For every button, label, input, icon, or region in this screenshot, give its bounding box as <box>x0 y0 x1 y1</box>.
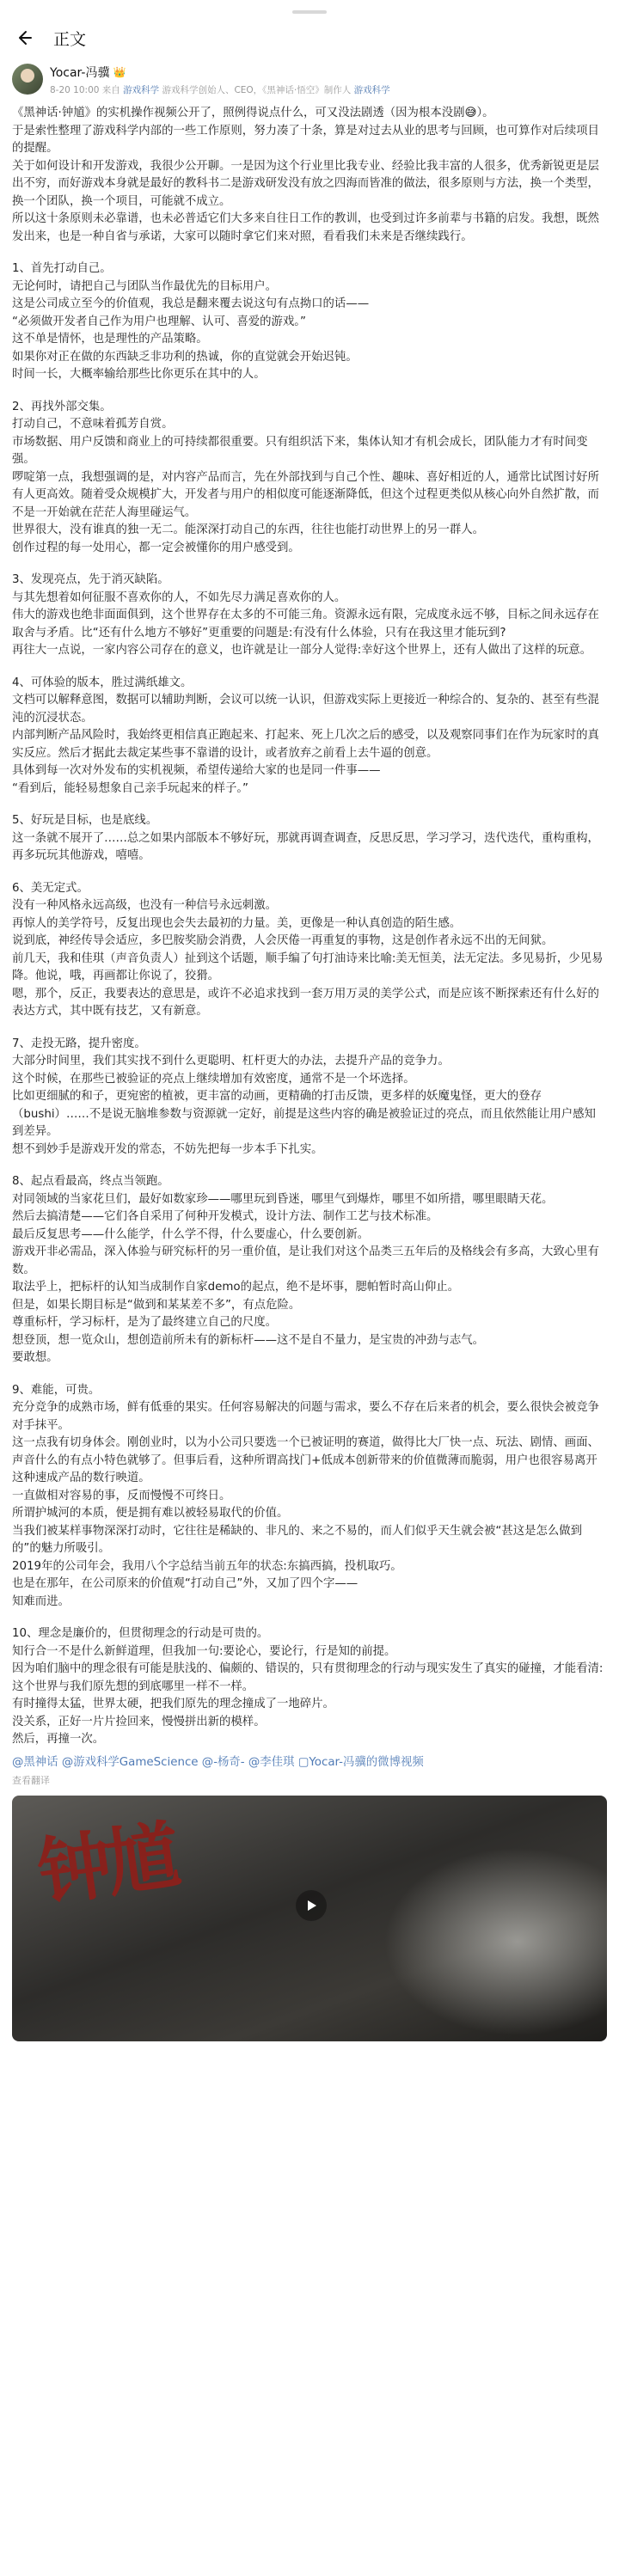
avatar[interactable] <box>12 64 43 95</box>
paragraph: 无论何时，请把自己与团队当作最优先的目标用户。 <box>12 279 277 293</box>
paragraph: 关于如何设计和开发游戏，我很少公开聊。一是因为这个行业里比我专业、经验比我丰富的人很多，优秀新锐更是层出不穷，而好游戏本身就是最好的教科书二是游戏研发没有放之四海而皆准的做法，很多原则与方法，换一个类型，换一个团队，换一个项目，可能就不成立。 <box>12 159 599 208</box>
page-title: 正文 <box>53 29 87 49</box>
crown-badge-icon: 👑 <box>113 66 126 78</box>
paragraph: 10、理念是廉价的，但贯彻理念的行动是可贵的。 <box>12 1627 269 1640</box>
paragraph: 知难而进。 <box>12 1594 70 1608</box>
paragraph: 说到底，神经传导会适应，多巴胺奖励会消费，人会厌倦一再重复的事物，这是创作者永远不出的无间狱。 <box>12 934 554 947</box>
paragraph: 最后反复思考——什么能学，什么学不得，什么要虚心，什么要创新。 <box>12 1227 370 1241</box>
paragraph: 大部分时间里，我们其实找不到什么更聪明、杠杆更大的办法，去提升产品的竞争力。 <box>12 1055 450 1068</box>
paragraph: 与其先想着如何征服不喜欢你的人，不如先尽力满足喜欢你的人。 <box>12 590 346 604</box>
paragraph: 9、难能，可贵。 <box>12 1383 101 1397</box>
paragraph: 时间一长，大概率输给那些比你更乐在其中的人。 <box>12 368 266 381</box>
author-header <box>0 57 619 105</box>
paragraph: “看到后，能轻易想象自己亲手玩起来的样子。” <box>12 781 248 795</box>
paragraph: 文档可以解释意图，数据可以辅助判断，会议可以统一认识，但游戏实际上更接近一种综合的、复杂的、甚至有些混沌的沉浸状态。 <box>12 694 599 725</box>
paragraph: 这一点我有切身体会。刚创业时，以为小公司只要选一个已被证明的赛道，做得比大厂快一点、玩法、剧情、画面、声音什么的有点小特色就够了。但事后看，这种所谓高找门+低成本创新带来的价值微薄而脆弱，用户也很容易离开这种速成产品的数行映道。 <box>12 1436 599 1484</box>
paragraph: 一直做相对容易的事，反而慢慢不可终日。 <box>12 1489 231 1502</box>
paragraph: 所谓护城河的本质，便是拥有难以被轻易取代的价值。 <box>12 1507 289 1520</box>
paragraph: 尊重标杆，学习标杆，是为了最终建立自己的尺度。 <box>12 1316 277 1329</box>
paragraph-gap <box>12 866 607 880</box>
paragraph: 再惊人的美学符号，反复出现也会失去最初的力量。美，更像是一种认真创造的陌生感。 <box>12 916 462 930</box>
paragraph-gap <box>12 384 607 399</box>
paragraph: 然后，再撞一次。 <box>12 1733 105 1746</box>
paragraph: 也是在那年，在公司原来的价值观“打动自己”外，又加了四个字—— <box>12 1577 359 1590</box>
video-title-art: 钟馗 <box>32 1811 181 1918</box>
paragraph: 《黑神话·钟馗》的实机操作视频公开了，照例得说点什么，可又没法剧透（因为根本没剧😅）。 <box>12 107 494 119</box>
paragraph: 这一条就不展开了……总之如果内部版本不够好玩，那就再调查调查，反思反思，学习学习，迭代迭代，重构重构，再多玩玩其他游戏，嘻嘻。 <box>12 831 599 862</box>
post-body <box>0 105 619 1749</box>
paragraph: 比如更细腻的和子，更宛密的植被，更丰富的动画，更精确的打击反馈，更多样的妖魔鬼怪，更大的登存（bushi）……不是说无脑堆参数与资源就一定好，前提是这些内容的确是被验证过的亮点，而且依然能让用户感知到差异。 <box>12 1090 596 1138</box>
mentions-text[interactable]: @黑神话 @游戏科学GameScience @-杨奇- @李佳琪 ▢Yocar-冯骥的微博视频 <box>12 1755 424 1769</box>
paragraph: 嗯，那个，反正，我要表达的意思是，或许不必追求找到一套万用万灵的美学公式，而是应该不断探索还有什么好的表达方式，其中既有技艺，又有新意。 <box>12 987 599 1018</box>
paragraph: 想登顶，想一览众山，想创造前所未有的新标杆——这不是自不量力，是宝贵的冲劲与志气。 <box>12 1333 485 1347</box>
author-name-row <box>50 64 390 81</box>
paragraph: 伟大的游戏也绝非面面俱到，这个世界存在太多的不可能三角。资源永远有限，完成度永远不够，目标之间永远存在取舍与矛盾。比“还有什么地方不够好”更重要的问题是:有没有什么体验，只有在我这里才能玩到? <box>12 609 599 639</box>
paragraph: 这个时候，在那些已被验证的亮点上继续增加有效密度，通常不是一个坏选择。 <box>12 1072 415 1086</box>
paragraph: 4、可体验的版本，胜过满纸雄文。 <box>12 676 193 689</box>
video-fog <box>383 1847 607 2036</box>
paragraph-gap <box>12 557 607 572</box>
paragraph: 游戏开非必需品，深入体验与研究标杆的另一重价值，是让我们对这个品类三五年后的及格线会有多高，大致心里有数。 <box>12 1245 599 1276</box>
paragraph: 啰啶第一点，我想强调的是，对内容产品而言，先在外部找到与自己个性、趣味、喜好相近的人，通常比试图讨好所有人更高效。随着受众规模扩大，开发者与用户的相似度可能逐渐降低，但这个过程更类似从核心向外自然扩散，而不是一开始就在茫茫人海里碰运气。 <box>12 470 599 519</box>
source-link[interactable]: 游戏科学 <box>123 85 160 95</box>
paragraph: 8、起点看最高，终点当领跑。 <box>12 1175 169 1188</box>
paragraph: 但是，如果长期目标是“做到和某某差不多”，有点危险。 <box>12 1298 301 1312</box>
paragraph: 市场数据、用户反馈和商业上的可持续都很重要。只有组织活下来，集体认知才有机会成长，团队能力才有时间变强。 <box>12 435 588 466</box>
paragraph: 5、好玩是目标，也是底线。 <box>12 814 158 827</box>
paragraph: 因为咱们脑中的理念很有可能是肤浅的、偏颇的、错误的，只有贯彻理念的行动与现实发生了真实的碰撞，才能看清:这个世界与我们原先想的到底哪里一样不一样。 <box>12 1662 604 1693</box>
paragraph: 内部判断产品风险时，我始终更相信真正跑起来、打起来、死上几次之后的感受，以及观察同事们在作为玩家时的真实反应。然后才据此去裁定某些事不靠谱的设计，或者放弃之前看上去牛逼的创意。 <box>12 729 599 760</box>
paragraph-gap <box>12 1611 607 1625</box>
paragraph: 充分竞争的成熟市场，鲜有低垂的果实。任何容易解决的问题与需求，要么不存在后来者的机会，要么很快会被竞争对手抹平。 <box>12 1401 599 1432</box>
paragraph: 没关系，正好一片片捡回来，慢慢拼出新的模样。 <box>12 1715 266 1729</box>
author-meta <box>50 83 390 96</box>
paragraph: 这是公司成立至今的价值观，我总是翻来覆去说这句有点拗口的话—— <box>12 297 370 310</box>
paragraph: 所以这十条原则未必靠谱，也未必普适它们大多来自往日工作的教训，也受到过许多前辈与书籍的启发。我想，既然发出来，也是一种自省与承诺，大家可以随时拿它们来对照，看看我们未来是否继续践行。 <box>12 212 599 243</box>
mention-tags[interactable] <box>0 1749 619 1771</box>
author-name[interactable]: Yocar-冯骥 <box>50 66 110 80</box>
translate-link[interactable]: 查看翻译 <box>12 1774 50 1786</box>
paragraph: 于是索性整理了游戏科学内部的一些工作原则，努力凑了十条，算是对过去从业的思考与回顾，也可算作对后续项目的提醒。 <box>12 124 599 155</box>
handle-bar[interactable] <box>292 10 327 14</box>
paragraph: 世界很大，没有谁真的独一无二。能深深打动自己的东西，往往也能打动世界上的另一群人。 <box>12 523 485 536</box>
post-time: 8-20 10:00 来自 <box>50 85 124 95</box>
paragraph-gap <box>12 1159 607 1173</box>
paragraph: 7、走投无路，提升密度。 <box>12 1037 146 1050</box>
org-link[interactable]: 游戏科学 <box>353 85 390 95</box>
paragraph: 再往大一点说，一家内容公司存在的意义，也许就是让一部分人觉得:幸好这个世界上，还有人做出了这样的玩意。 <box>12 644 592 657</box>
paragraph: 创作过程的每一处用心，都一定会被懂你的用户感受到。 <box>12 541 300 554</box>
paragraph: 想不到妙手是游戏开发的常态，不妨先把每一步本手下扎实。 <box>12 1142 323 1156</box>
paragraph: 1、首先打动自己。 <box>12 262 112 275</box>
paragraph: 对同领域的当家花旦们，最好如数家珍——哪里玩到昏迷，哪里气到爆炸，哪里不如所措，哪里眼睛天花。 <box>12 1192 554 1206</box>
paragraph: 6、美无定式。 <box>12 881 89 895</box>
sheet-handle[interactable] <box>0 0 619 19</box>
author-bio: 游戏科学创始人、CEO，《黑神话·悟空》制作人 <box>159 85 354 95</box>
paragraph: 2、再找外部交集。 <box>12 400 112 413</box>
paragraph-gap <box>12 1368 607 1382</box>
paragraph: 然后去搞清楚——它们各自采用了何种开发模式，设计方法、制作工艺与技术标准。 <box>12 1210 438 1223</box>
paragraph: 要敢想。 <box>12 1351 58 1364</box>
paragraph: 知行合一不是什么新鲜道理，但我加一句:要论心，要论行，行是知的前提。 <box>12 1644 396 1658</box>
paragraph: 有时撞得太猛，世界太硬，把我们原先的理念撞成了一地碎片。 <box>12 1698 334 1710</box>
paragraph: 取法乎上，把标杆的认知当成制作自家demo的起点，绝不是坏事，腮帕暂时高山仰止。 <box>12 1281 460 1294</box>
paragraph: 具体到每一次对外发布的实机视频，希望传递给大家的也是同一件事—— <box>12 764 381 777</box>
paragraph: 前几天，我和佳琪（声音负责人）扯到这个话题，顺手编了句打油诗来比喻:美无恒美，法无定法。多见易折，少见易降。他说，哦，再画都让你说了，狡猾。 <box>12 951 604 982</box>
paragraph-gap <box>12 1021 607 1036</box>
paragraph-gap <box>12 798 607 812</box>
play-icon[interactable] <box>296 1890 327 1921</box>
back-arrow-icon[interactable] <box>14 28 34 48</box>
paragraph: 如果你对正在做的东西缺乏非功利的热诚，你的直觉就会开始迟钝。 <box>12 350 358 364</box>
paragraph: 3、发现亮点，先于消灭缺陷。 <box>12 573 169 586</box>
video-card[interactable] <box>12 1796 607 2041</box>
paragraph: 打动自己，不意味着孤芳自赏。 <box>12 418 174 431</box>
paragraph: 这不单是情怀，也是理性的产品策略。 <box>12 333 208 346</box>
paragraph: 没有一种风格永远高级，也没有一种信号永远刺激。 <box>12 899 277 912</box>
navbar <box>0 19 619 57</box>
paragraph-gap <box>12 246 607 260</box>
paragraph: 当我们被某样事物深深打动时，它往往是稀缺的、非凡的、来之不易的，而人们似乎天生就会被“甚这是怎么做到的”的魅力所吸引。 <box>12 1524 583 1555</box>
paragraph-gap <box>12 660 607 675</box>
paragraph: 2019年的公司年会，我用八个字总结当前五年的状态:东搞西搞，投机取巧。 <box>12 1559 402 1573</box>
paragraph: “必须做开发者自己作为用户也理解、认可、喜爱的游戏。” <box>12 315 306 328</box>
